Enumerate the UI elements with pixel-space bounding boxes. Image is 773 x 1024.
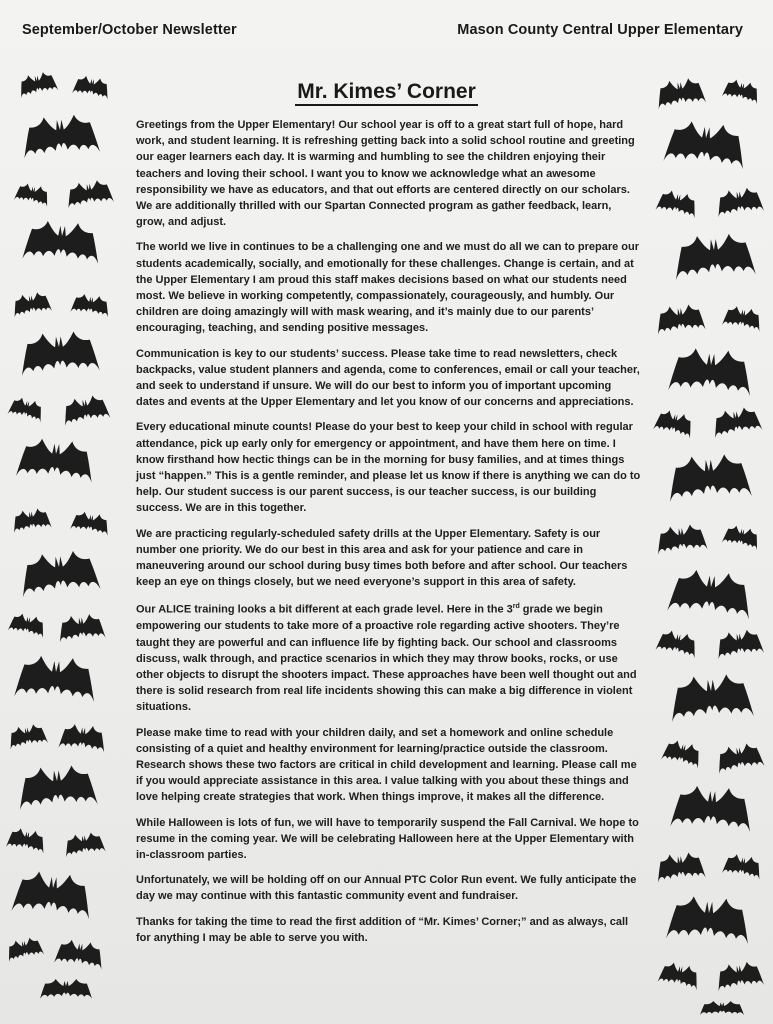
ordinal-suffix: rd [512, 603, 520, 611]
alice-text-end: grade we begin empowering our students to take more of a proactive role regarding active shooters. They’re taught they are powerful and can influence life by fighting back. Our school and classrooms discuss, walk through, and practice scenarios in which they may throw books, rocks, or use other objects to disrupt the shooters impact. These approaches have been well thought out and there is solid research from real life incidents showing this can make a big difference in violent situations. [136, 604, 637, 714]
paragraph-color-run: Unfortunately, we will be holding off on our Annual PTC Color Run event. We fully anticipate the day we may continue with this fantastic community event and fundraiser. [136, 874, 637, 903]
paragraph-alice [136, 599, 642, 715]
bat-icon [713, 732, 765, 775]
bat-icon [16, 749, 98, 812]
paragraph-attendance: Every educational minute counts! Please do your best to keep your child in school with regular attendance, pick up early only for emergency or appointment, and have them here on time. I know firsthand how hectic things can be in the morning for busy families, and at times things just “happen.” This is a gentle reminder, and please let us know if there is anything we can do to help. Our student success is our parent success, is our teacher success, is our building success. We are in this together. [136, 421, 641, 515]
bat-icon [668, 657, 754, 725]
bat-icon [709, 396, 763, 440]
bat-icon [6, 715, 49, 751]
bat-icon [670, 769, 754, 834]
paragraph-safety: We are practicing regularly-scheduled safety drills at the Upper Elementary. Safety is our number one priority. We do our best in this area and ask for your patience and care in maneuvering around our school during busy times both before and after school. Our teachers keep an eye on things closely, but we need everyone’s support in this area of safety. [136, 527, 628, 589]
bat-icon [655, 180, 701, 220]
bat-icon [654, 513, 708, 556]
bat-icon [64, 170, 114, 210]
title-text: Mr. Kimes’ Corner [295, 80, 478, 106]
paragraph-communication: Communication is key to our students’ success. Please take time to read newsletters, check backpacks, value student planners and agenda, come to conferences, email or call your teacher, and seek to understand if unsure. We will do our best to inform you of important upcoming dates and events at the Upper Elementary and let you know of our concerns and appreciations. [136, 347, 640, 409]
bat-icon [714, 951, 765, 993]
letter-body [136, 117, 642, 955]
bat-icon [40, 972, 92, 1000]
bat-icon [653, 400, 698, 440]
newsletter-date-header: September/October Newsletter [22, 22, 237, 38]
bat-icon [70, 285, 112, 318]
bat-icon [657, 952, 703, 992]
bat-icon [663, 104, 749, 172]
bat-icon [655, 620, 701, 660]
bat-icon [700, 996, 744, 1016]
bat-icon [666, 437, 752, 505]
bat-icon [62, 823, 106, 858]
bat-icon [672, 217, 756, 282]
bat-icon [6, 819, 49, 855]
bat-icon [654, 294, 706, 337]
bat-icon [7, 388, 47, 423]
bat-icon [666, 879, 752, 947]
paragraph-reading: Please make time to read with your children daily, and set a homework and online schedule consisting of a quiet and healthy environment for learning/practice outside the classroom. Research shows these two factors are critical in child development and learning. Please call me if you would appreciate assistance in this area. I value talking with you about these things and love helping create strategies that work. When things improve, it makes all the difference. [136, 726, 637, 804]
bat-icon [56, 604, 106, 645]
paragraph-thanks: Thanks for taking the time to read the first addition of “Mr. Kimes’ Corner;” and as always, call for anything I may be able to serve you with. [136, 915, 629, 944]
bat-icon [10, 500, 52, 535]
bat-icon [10, 283, 53, 319]
bat-icon [22, 205, 102, 266]
bat-icon [18, 315, 100, 378]
bat-icon [714, 619, 765, 661]
bat-icon [668, 331, 754, 399]
bat-icon [72, 67, 112, 101]
paragraph-halloween: While Halloween is lots of fun, we will have to temporarily suspend the Fall Carnival. We hope to resume in the coming year. We will be celebrating Halloween here at the Upper Elementary with in-classroom parties. [136, 816, 639, 861]
bat-icon [3, 929, 44, 964]
bat-icon [16, 423, 97, 485]
bat-icon [70, 503, 112, 537]
bat-icon [14, 639, 98, 704]
bat-icon [661, 730, 706, 770]
bat-icon [20, 99, 101, 161]
bat-icon [667, 552, 755, 622]
bat-icon [722, 297, 765, 333]
bat-icon [654, 842, 706, 885]
bat-icon [54, 929, 107, 971]
school-name-header: Mason County Central Upper Elementary [457, 22, 743, 38]
bat-icon [721, 517, 762, 552]
bat-icon [722, 845, 765, 881]
bat-icon [7, 605, 48, 640]
bat-icon [11, 854, 95, 922]
paragraph-greeting: Greetings from the Upper Elementary! Our school year is off to a great start full of hope, hard work, and student learning. It is refreshing getting back into a solid school routine and greeting our eager learners each day. It is warming and humbling to see the children enjoying their teachers and loving their school. I want you to know we acknowledge what an awesome responsibility we have as educators, and that out efforts are centered directly on our scholars. We are additionally thrilled with our Spartan Connected program as gather feedback, learn, grow, and adjust. [136, 119, 635, 229]
paragraph-world: The world we live in continues to be a challenging one and we must do all we can to prepare our students academically, socially, and emotionally for these challenges. Change is certain, and at the Upper Elementary I am proud this staff makes decisions based on what our students need most. We believe in working competently, compassionately, courageously, and humbly. Our children are doing amazingly will with mask wearing, and it’s mainly due to our parents’ encouraging, teaching, and sending positive messages. [136, 241, 640, 335]
bat-icon [59, 384, 111, 427]
alice-text-start: Our ALICE training looks a bit different at each grade level. Here in the 3 [136, 604, 513, 617]
bat-icon [14, 175, 53, 208]
bat-icon [58, 714, 108, 755]
bat-icon [714, 177, 765, 219]
bat-icon [17, 534, 101, 600]
